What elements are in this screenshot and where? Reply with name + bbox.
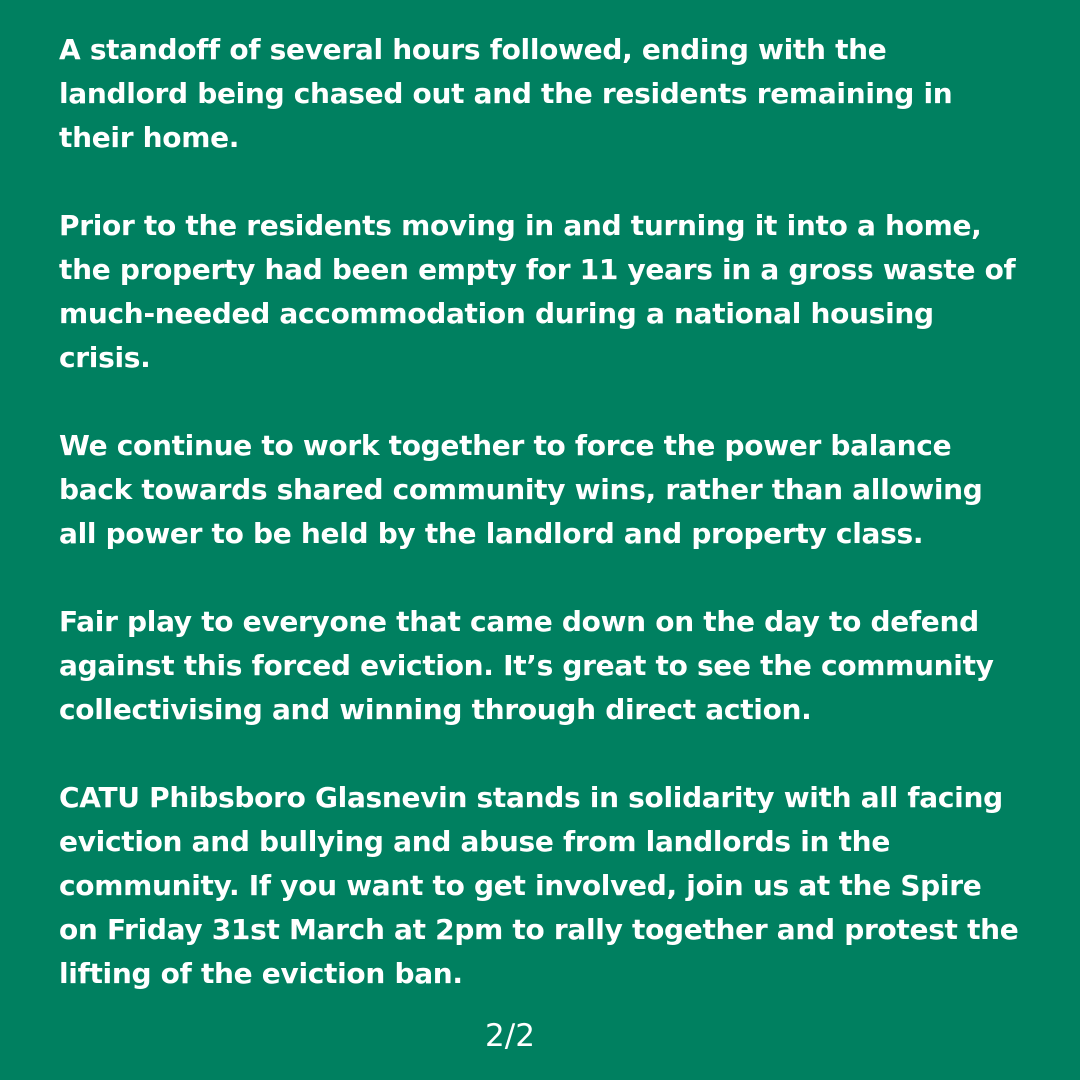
paragraph-empty-property: Prior to the residents moving in and turning it into a home, the property had been empty for 11 years in a gross waste of much-needed accommodation during a national housing crisis. (59, 209, 1016, 374)
paragraph-standoff: A standoff of several hours followed, ending with the landlord being chased out and the residents remaining in their home. (59, 33, 953, 154)
page-number: 2/2 (485, 1018, 535, 1054)
paragraph-solidarity: CATU Phibsboro Glasnevin stands in solidarity with all facing eviction and bullying and abuse from landlords in the community. If you want to get involved, join us at the Spire on Friday 31st March at 2pm to rally together and protest the lifting of the eviction ban. (59, 781, 1019, 990)
post-body (59, 28, 1049, 996)
paragraph-fair-play: Fair play to everyone that came down on the day to defend against this forced eviction. It’s great to see the community collectivising and winning through direct action. (59, 605, 994, 726)
paragraph-power-balance: We continue to work together to force the power balance back towards shared community wins, rather than allowing all power to be held by the landlord and property class. (59, 429, 983, 550)
